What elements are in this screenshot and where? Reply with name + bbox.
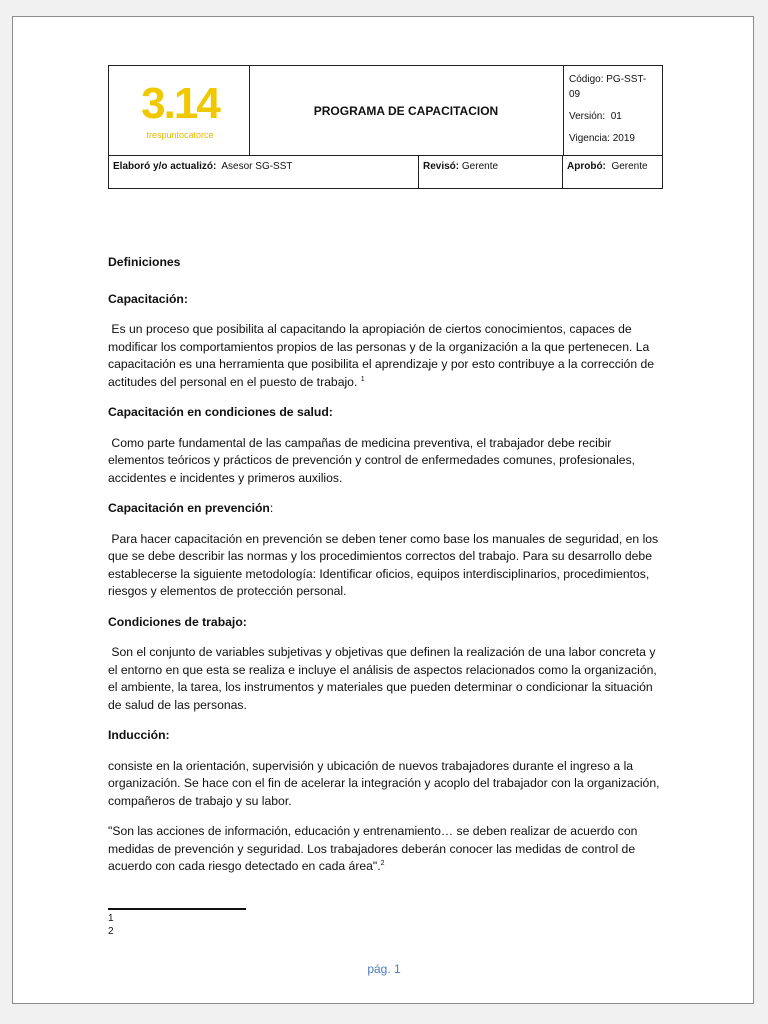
document-body xyxy=(108,254,668,889)
heading-prevencion-colon: : xyxy=(269,501,274,515)
heading-prevencion-text: Capacitación en prevención xyxy=(108,501,270,515)
document-title: PROGRAMA DE CAPACITACION xyxy=(313,103,499,118)
aprobo-label: Aprobó: xyxy=(567,161,606,172)
heading-salud: Capacitación en condiciones de salud: xyxy=(108,405,333,419)
elaboro-cell xyxy=(109,156,419,189)
paragraph-quote xyxy=(108,823,668,876)
paragraph-salud xyxy=(108,435,668,488)
paragraph-quote-text: "Son las acciones de información, educación y entrenamiento… se deben realizar de acuerdo con medidas de prevención y seguridad. Los trabajadores deberán conocer las medidas de control de acuerdo con cada riesgo detectado en cada área". xyxy=(108,824,638,873)
reviso-label: Revisó: xyxy=(423,161,460,172)
company-logo-subtitle: trespuntocatorce xyxy=(146,130,214,140)
company-logo: 3.14 xyxy=(141,79,219,128)
paragraph-induccion: consiste en la orientación, supervisión y ubicación de nuevos trabajadores durante el ingreso a la organización. Se hace con el fin de acelerar la integración y acoplo del trabajador con la organización, compañeros de trabajo y su labor. xyxy=(108,758,660,808)
heading-prevencion xyxy=(108,500,668,518)
page-number: pág. 1 xyxy=(367,962,401,976)
footnote-2: 2 xyxy=(108,926,114,937)
aprobo-value: Gerente xyxy=(611,161,648,172)
footnote-1: 1 xyxy=(108,913,114,924)
elaboro-value: Asesor SG-SST xyxy=(221,161,293,172)
version-label: Versión: xyxy=(569,111,606,122)
paragraph-condiciones-text: Son el conjunto de variables subjetivas y objetivas que definen la realización de una labor concreta y el entorno en que esta se realiza e incluye el análisis de aspectos relacionados como la organización, el ambiente, la tarea, los instrumentos y materiales que pueden determinar o condicionar la situación de salud de las personas. xyxy=(108,645,657,712)
document-page xyxy=(12,16,754,1004)
paragraph-condiciones xyxy=(108,644,668,714)
aprobo-cell xyxy=(563,156,662,189)
title-cell xyxy=(249,66,564,155)
reviso-value: Gerente xyxy=(461,161,499,172)
section-title: Definiciones xyxy=(108,255,181,269)
reviso-cell xyxy=(419,156,563,189)
logo-cell xyxy=(109,66,250,155)
codigo-line-2: 09 xyxy=(569,89,581,100)
vigencia-line: Vigencia: 2019 xyxy=(569,133,635,144)
document-info-cell xyxy=(563,66,662,155)
paragraph-prevencion xyxy=(108,531,668,601)
footnote-ref-2[interactable]: 2 xyxy=(380,859,385,867)
paragraph-prevencion-text: Para hacer capacitación en prevención se deben tener como base los manuales de seguridad, en los que se debe describir las normas y los procedimientos correctos del trabajo. Para su desarrollo debe establecerse la siguiente metodología: Identificar oficios, equipos interdisciplinarios, procedimientos, riesgos y elementos de protección personal. xyxy=(108,531,659,598)
document-header-table xyxy=(108,65,663,189)
paragraph-capacitacion xyxy=(108,321,668,391)
heading-capacitacion: Capacitación: xyxy=(108,291,188,306)
version-line xyxy=(569,111,622,122)
heading-condiciones: Condiciones de trabajo: xyxy=(108,614,247,629)
elaboro-label: Elaboró y/o actualizó: xyxy=(113,161,217,172)
version-value: 01 xyxy=(610,111,622,122)
heading-induccion: Inducción: xyxy=(108,728,170,742)
approval-row xyxy=(109,155,662,189)
paragraph-salud-text: Como parte fundamental de las campañas de medicina preventiva, el trabajador debe recibir elementos teóricos y prácticos de prevención y control de enfermedades comunes, profesionales, accidentes e incidentes y primeros auxilios. xyxy=(108,435,636,485)
codigo-line-1: Código: PG-SST- xyxy=(569,74,647,85)
paragraph-capacitacion-text: Es un proceso que posibilita al capacitando la apropiación de ciertos conocimientos, capaces de modificar los comportamientos propios de las personas y de la organización a la que pertenecen. La capacitación es una herramienta que posibilita el aprendizaje y por esto contribuye a la corrección de actitudes del personal en el puesto de trabajo. xyxy=(108,322,655,389)
footnote-ref-1[interactable]: 1 xyxy=(360,375,365,383)
footnote-separator xyxy=(108,908,246,910)
